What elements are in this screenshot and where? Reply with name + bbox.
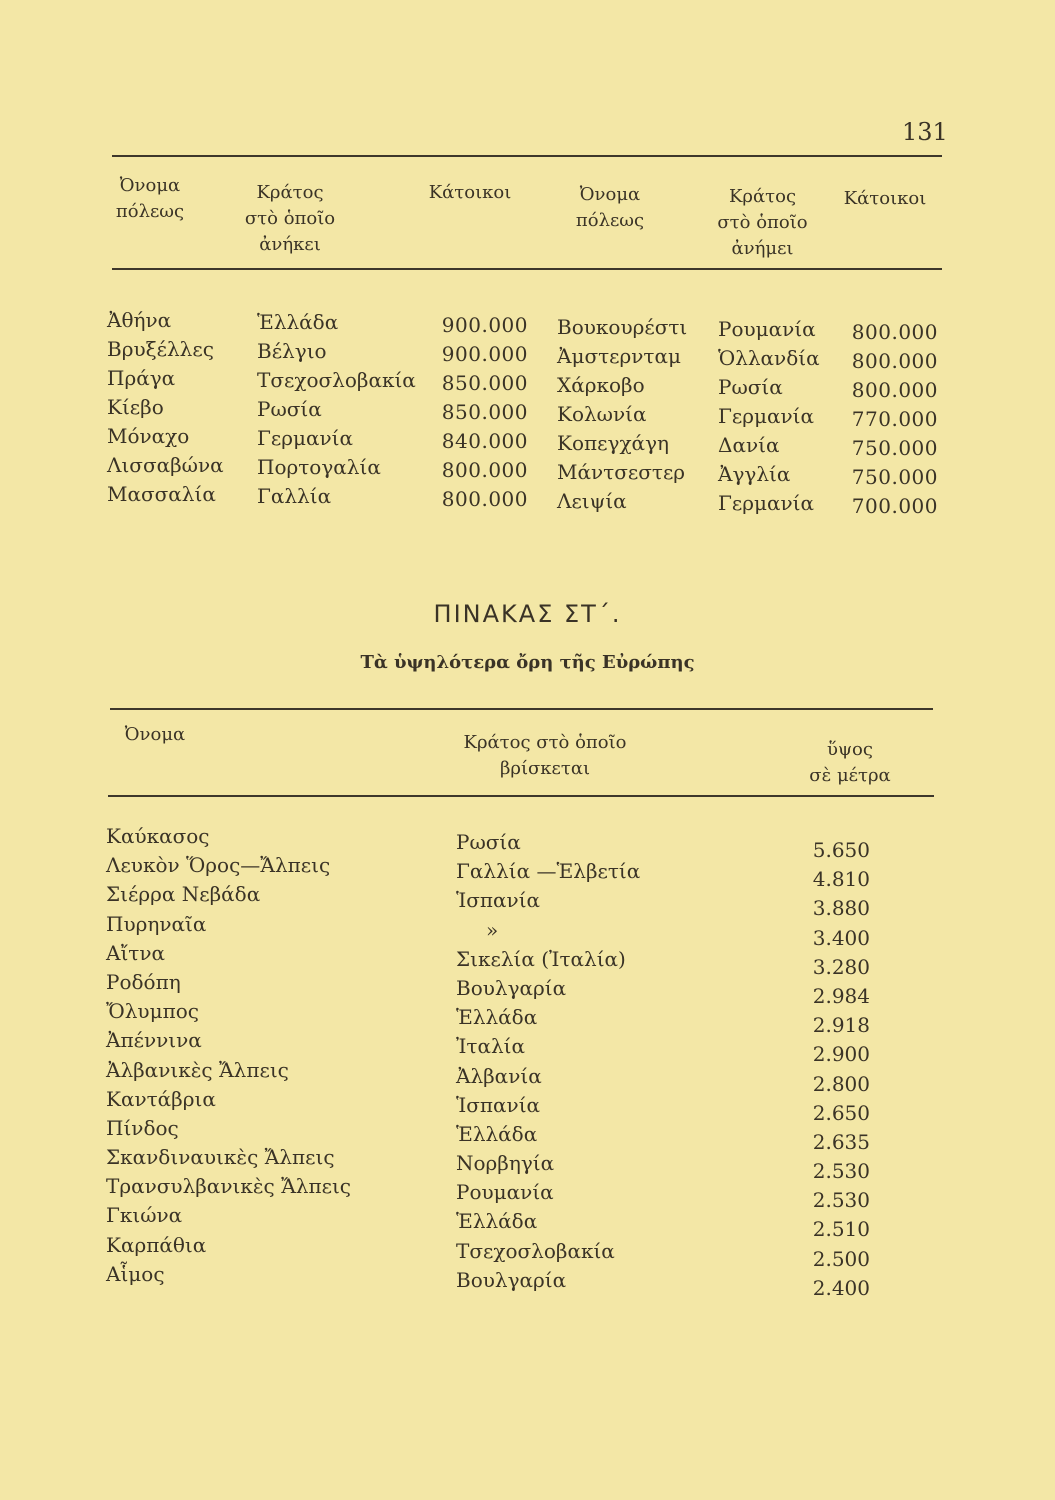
mountain-name: Λευκὸν Ὅρος—Ἄλπεις: [106, 853, 331, 878]
population-value: 900.000: [441, 313, 528, 337]
population-value: 700.000: [851, 494, 938, 518]
header-text: Ὀνομα: [119, 175, 181, 196]
mountain-height: 2.510: [812, 1217, 870, 1242]
state-name: Πορτογαλία: [257, 455, 381, 479]
mountain-height: 3.880: [812, 896, 870, 921]
mountain-state: Ἱσπανία: [456, 888, 541, 913]
state-name: Ὁλλανδία: [718, 346, 820, 370]
city-name: Μόναχο: [107, 424, 190, 448]
mountain-name: Σιέρρα Νεβάδα: [106, 882, 261, 907]
right-state-column: [718, 315, 820, 518]
header-mountain-name: [100, 722, 210, 748]
population-value: 900.000: [441, 342, 528, 366]
population-value: 850.000: [441, 400, 528, 424]
population-value: 800.000: [441, 487, 528, 511]
state-name: Δανία: [718, 433, 780, 457]
mountain-name: Ροδόπη: [106, 969, 181, 994]
population-value: 800.000: [851, 349, 938, 373]
city-name: Πράγα: [107, 366, 176, 390]
population-value: 840.000: [441, 429, 528, 453]
state-name: Ἑλλάδα: [257, 310, 339, 334]
state-name: Γερμανία: [257, 426, 354, 450]
mountain-state: Νορβηγία: [456, 1151, 555, 1176]
population-value: 800.000: [851, 320, 938, 344]
mountain-state: Σικελία (Ἰταλία): [456, 946, 626, 971]
state-name: Γερμανία: [718, 491, 815, 515]
city-name: Μάντσεστερ: [557, 460, 686, 484]
table-subtitle: Τὰ ὑψηλότερα ὄρη τῆς Εὐρώπης: [360, 652, 695, 673]
right-city-column: [557, 313, 687, 516]
population-value: 770.000: [851, 407, 938, 431]
mountain-state: Ἑλλάδα: [456, 1121, 538, 1146]
city-name: Χάρκοβο: [557, 373, 645, 397]
left-city-column: [107, 306, 224, 509]
state-name: Ἀγγλία: [718, 462, 791, 486]
mountain-name: Σκανδιναυικὲς Ἄλπεις: [106, 1145, 335, 1170]
page-number: 131: [902, 118, 948, 146]
header-text: Ὀνομα: [579, 184, 641, 205]
mountain-height: 4.810: [812, 867, 870, 892]
population-value: 850.000: [441, 371, 528, 395]
header-text: σὲ μέτρα: [809, 765, 891, 786]
population-value: 800.000: [441, 458, 528, 482]
mountain-state: Γαλλία —Ἑλβετία: [456, 859, 641, 884]
mountain-state: Ρωσία: [456, 830, 521, 854]
state-name: Γαλλία: [257, 484, 332, 508]
header-city-name: [95, 173, 205, 225]
mountain-state: Τσεχοσλοβακία: [456, 1238, 615, 1263]
header-text: ὕψος: [827, 739, 873, 760]
header-text: Κράτος στὸ ὁποῖο: [463, 732, 627, 753]
mountain-state: »: [486, 917, 499, 942]
mountain-height: 2.918: [812, 1013, 870, 1038]
top-rule: [112, 155, 942, 157]
header-state-2: [700, 184, 825, 262]
table-title: ΠΙΝΑΚΑΣ ΣΤ΄.: [433, 600, 622, 628]
header-text: Κάτοικοι: [428, 182, 512, 203]
mountain-state: Ἰταλία: [456, 1034, 526, 1059]
mountain-name: Αἷμος: [106, 1261, 165, 1286]
city-name: Μασσαλία: [107, 482, 216, 506]
header-population-2: [825, 186, 945, 212]
mountain-state: Ρουμανία: [456, 1180, 554, 1205]
mountain-name: Αἴτνα: [106, 940, 166, 965]
header-text: στὸ ὁποῖο: [717, 212, 808, 233]
city-name: Βρυξέλλες: [107, 337, 214, 361]
city-name: Βουκουρέστι: [557, 315, 688, 339]
mountain-name: Ἀπέννινα: [106, 1028, 202, 1053]
header-mountain-state: [440, 730, 650, 782]
state-name: Βέλγιο: [257, 339, 327, 363]
city-name: Κίεβο: [107, 395, 164, 419]
header-height: [785, 737, 915, 789]
header-text: Κράτος: [728, 186, 797, 207]
mountain-name: Καρπάθια: [106, 1232, 207, 1257]
mountain-state: Ἀλβανία: [456, 1063, 542, 1088]
state-name: Γερμανία: [718, 404, 815, 428]
mountain-state: Ἑλλάδα: [456, 1005, 538, 1030]
header-text: ἀνήμει: [731, 238, 794, 259]
mountains-top-rule: [110, 708, 933, 710]
header-text: πόλεως: [575, 210, 645, 231]
mountain-height: 2.500: [812, 1246, 870, 1271]
city-name: Λειψία: [557, 489, 627, 513]
header-text: Κάτοικοι: [843, 188, 927, 209]
header-text: ἀνήκει: [259, 234, 321, 255]
mountain-height: 2.530: [812, 1159, 870, 1184]
mountain-state: Ἑλλάδα: [456, 1209, 538, 1234]
mountain-height: 2.800: [812, 1071, 870, 1096]
mountain-state: Βουλγαρία: [456, 1267, 567, 1292]
state-name: Τσεχοσλοβακία: [257, 368, 416, 392]
mountain-name: Ὄλυμπος: [106, 999, 199, 1024]
header-text: Ὀνομα: [124, 724, 186, 745]
mountain-state: Ἱσπανία: [456, 1092, 541, 1117]
state-name: Ρωσία: [718, 375, 783, 399]
mountains-header-rule: [108, 795, 934, 797]
header-text: στὸ ὁποῖο: [244, 208, 336, 229]
mountain-height: 2.650: [812, 1100, 870, 1125]
mountain-name: Γκιώνα: [106, 1203, 183, 1228]
mountain-height-column: [790, 836, 870, 1303]
mountain-state: Βουλγαρία: [456, 975, 567, 1000]
city-name: Λισσαβώνα: [107, 453, 224, 477]
header-text: Κράτος: [256, 182, 324, 203]
header-state: [225, 180, 355, 258]
mountain-height: 5.650: [812, 838, 870, 862]
city-name: Κολωνία: [557, 402, 647, 426]
city-name: Ἀμστερνταμ: [557, 344, 682, 368]
population-value: 750.000: [851, 465, 938, 489]
mountain-name-column: [106, 822, 351, 1289]
mountain-height: 2.400: [812, 1275, 870, 1300]
left-population-column: [420, 311, 528, 514]
mountain-height: 2.984: [812, 983, 870, 1008]
mountain-height: 2.635: [812, 1129, 870, 1154]
mountain-name: Τρανσυλβανικὲς Ἄλπεις: [106, 1174, 352, 1199]
header-text: πόλεως: [115, 201, 185, 222]
mountain-height: 3.400: [812, 925, 870, 950]
header-population: [410, 180, 530, 206]
left-state-column: [257, 308, 416, 511]
population-value: 750.000: [851, 436, 938, 460]
mountain-height: 2.900: [812, 1042, 870, 1067]
header-city-name-2: [555, 182, 665, 234]
mountain-name: Πυρηναῖα: [106, 911, 207, 936]
population-value: 800.000: [851, 378, 938, 402]
right-population-column: [828, 318, 938, 521]
mountain-name: Καύκασος: [106, 824, 210, 848]
mountain-name: Πίνδος: [106, 1115, 179, 1140]
mountain-name: Καντάβρια: [106, 1086, 216, 1111]
header-text: βρίσκεται: [499, 758, 591, 779]
city-name: Κοπεγχάγη: [557, 431, 670, 455]
mountain-name: Ἀλβανικὲς Ἄλπεις: [106, 1057, 289, 1082]
state-name: Ρουμανία: [718, 317, 816, 341]
city-name: Ἀθήνα: [107, 308, 172, 332]
state-name: Ρωσία: [257, 397, 322, 421]
mountain-height: 2.530: [812, 1188, 870, 1213]
mountain-state-column: [456, 828, 640, 1295]
header-rule: [112, 268, 942, 270]
mountain-height: 3.280: [812, 954, 870, 979]
